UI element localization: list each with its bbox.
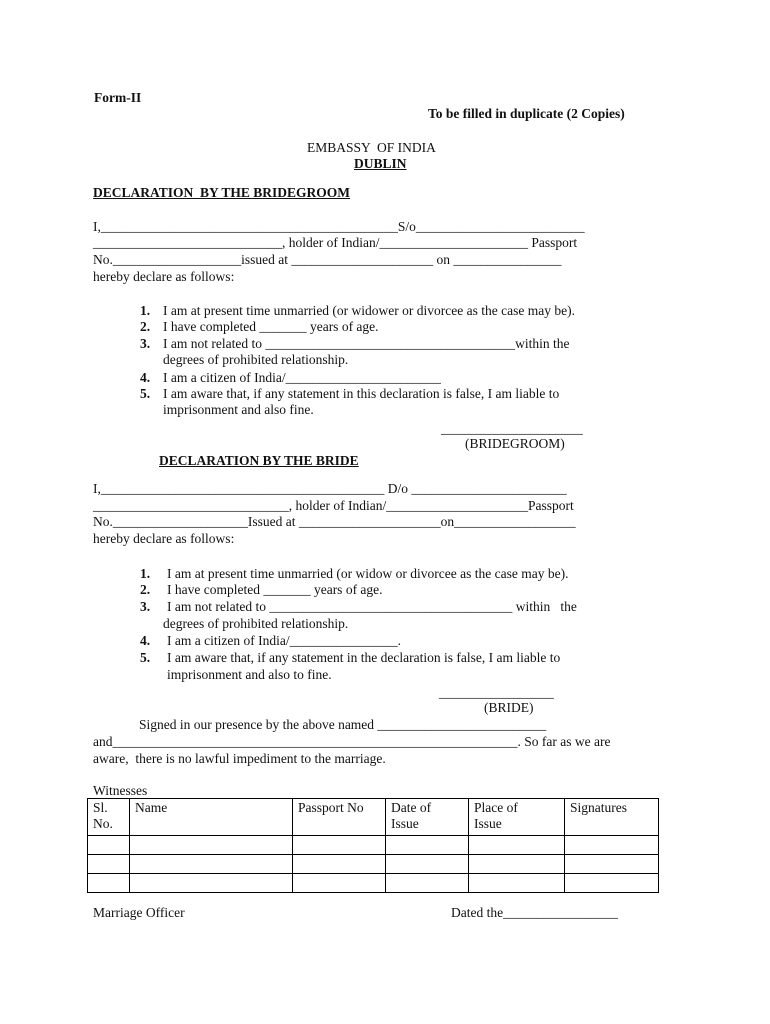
table-cell xyxy=(293,855,386,874)
list-item-number: 4. xyxy=(140,370,151,385)
table-cell xyxy=(565,855,659,874)
list-item-continuation: degrees of prohibited relationship. xyxy=(163,352,349,367)
list-item: I am aware that, if any statement in this declaration is false, I am liable to xyxy=(163,386,560,401)
column-header-signatures: Signatures xyxy=(565,799,659,836)
table-cell xyxy=(386,855,469,874)
table-cell xyxy=(565,874,659,893)
list-item-number: 1. xyxy=(140,303,151,318)
list-item-number: 5. xyxy=(140,386,151,401)
bride-holder-line: _____________________________, holder of Indian/_____________________Passport xyxy=(93,498,574,513)
table-cell xyxy=(88,836,130,855)
list-item-number: 2. xyxy=(140,582,151,597)
list-item-number: 1. xyxy=(140,566,151,581)
table-cell xyxy=(130,855,293,874)
groom-holder-line: ____________________________, holder of Indian/______________________ Passport xyxy=(93,235,578,250)
groom-signature-line: _____________________ xyxy=(441,421,583,436)
table-cell xyxy=(469,836,565,855)
witnesses-title: Witnesses xyxy=(93,783,148,798)
table-row xyxy=(88,836,659,855)
table-cell xyxy=(88,874,130,893)
table-row xyxy=(88,855,659,874)
list-item: I am not related to ____________________________________ within the xyxy=(167,599,577,614)
table-cell xyxy=(469,855,565,874)
signed-aware-line: aware, there is no lawful impediment to the marriage. xyxy=(93,751,386,766)
list-item: I am aware that, if any statement in the declaration is false, I am liable to xyxy=(167,650,561,665)
list-item-continuation: imprisonment and also to fine. xyxy=(167,667,332,682)
bride-passport-line: No.____________________Issued at _____________________on__________________ xyxy=(93,514,576,529)
table-header-row xyxy=(88,799,659,836)
embassy-name: EMBASSY OF INDIA xyxy=(307,140,436,155)
signed-presence-line: Signed in our presence by the above named _________________________ xyxy=(139,717,547,732)
column-header-place-of-issue: Place of Issue xyxy=(469,799,565,836)
list-item: I have completed _______ years of age. xyxy=(163,319,379,334)
groom-name-line: I,____________________________________________S/o_________________________ xyxy=(93,219,585,234)
list-item: I have completed _______ years of age. xyxy=(167,582,383,597)
groom-heading: DECLARATION BY THE BRIDEGROOM xyxy=(93,185,351,200)
list-item: I am a citizen of India/________________. xyxy=(167,633,401,648)
column-header-date-of-issue: Date of Issue xyxy=(386,799,469,836)
table-cell xyxy=(565,836,659,855)
list-item-number: 2. xyxy=(140,319,151,334)
groom-signature-label: (BRIDEGROOM) xyxy=(465,436,565,451)
list-item-continuation: imprisonment and also fine. xyxy=(163,402,314,417)
table-cell xyxy=(293,874,386,893)
groom-declare-line: hereby declare as follows: xyxy=(93,269,235,284)
list-item-number: 3. xyxy=(140,599,151,614)
table-cell xyxy=(386,836,469,855)
bride-signature-line: _________________ xyxy=(439,685,554,700)
list-item-number: 5. xyxy=(140,650,151,665)
bride-signature-label: (BRIDE) xyxy=(484,700,534,715)
duplicate-note: To be filled in duplicate (2 Copies) xyxy=(428,106,625,121)
form-number: Form-II xyxy=(94,90,142,105)
list-item-continuation: degrees of prohibited relationship. xyxy=(163,616,349,631)
list-item-number: 4. xyxy=(140,633,151,648)
bride-heading: DECLARATION BY THE BRIDE xyxy=(159,453,359,468)
list-item: I am at present time unmarried (or widower or divorcee as the case may be). xyxy=(163,303,575,318)
table-cell xyxy=(130,836,293,855)
list-item: I am not related to _____________________________________within the xyxy=(163,336,570,351)
column-header-sl-no: Sl. No. xyxy=(88,799,130,836)
list-item-number: 3. xyxy=(140,336,151,351)
groom-passport-line: No.___________________issued at _____________________ on ________________ xyxy=(93,252,562,267)
bride-declare-line: hereby declare as follows: xyxy=(93,531,235,546)
column-header-name: Name xyxy=(130,799,293,836)
table-row xyxy=(88,874,659,893)
table-cell xyxy=(386,874,469,893)
list-item: I am at present time unmarried (or widow or divorcee as the case may be). xyxy=(167,566,569,581)
column-header-passport-no: Passport No xyxy=(293,799,386,836)
table-cell xyxy=(88,855,130,874)
embassy-city: DUBLIN xyxy=(354,156,407,171)
table-cell xyxy=(469,874,565,893)
witnesses-table xyxy=(87,798,659,893)
list-item: I am a citizen of India/_______________________ xyxy=(163,370,441,385)
dated-line: Dated the_________________ xyxy=(451,905,618,920)
marriage-officer-label: Marriage Officer xyxy=(93,905,185,920)
bride-name-line: I,__________________________________________ D/o _______________________ xyxy=(93,481,567,496)
table-cell xyxy=(130,874,293,893)
signed-and-line: and____________________________________________________________. So far as we are xyxy=(93,734,611,749)
table-cell xyxy=(293,836,386,855)
